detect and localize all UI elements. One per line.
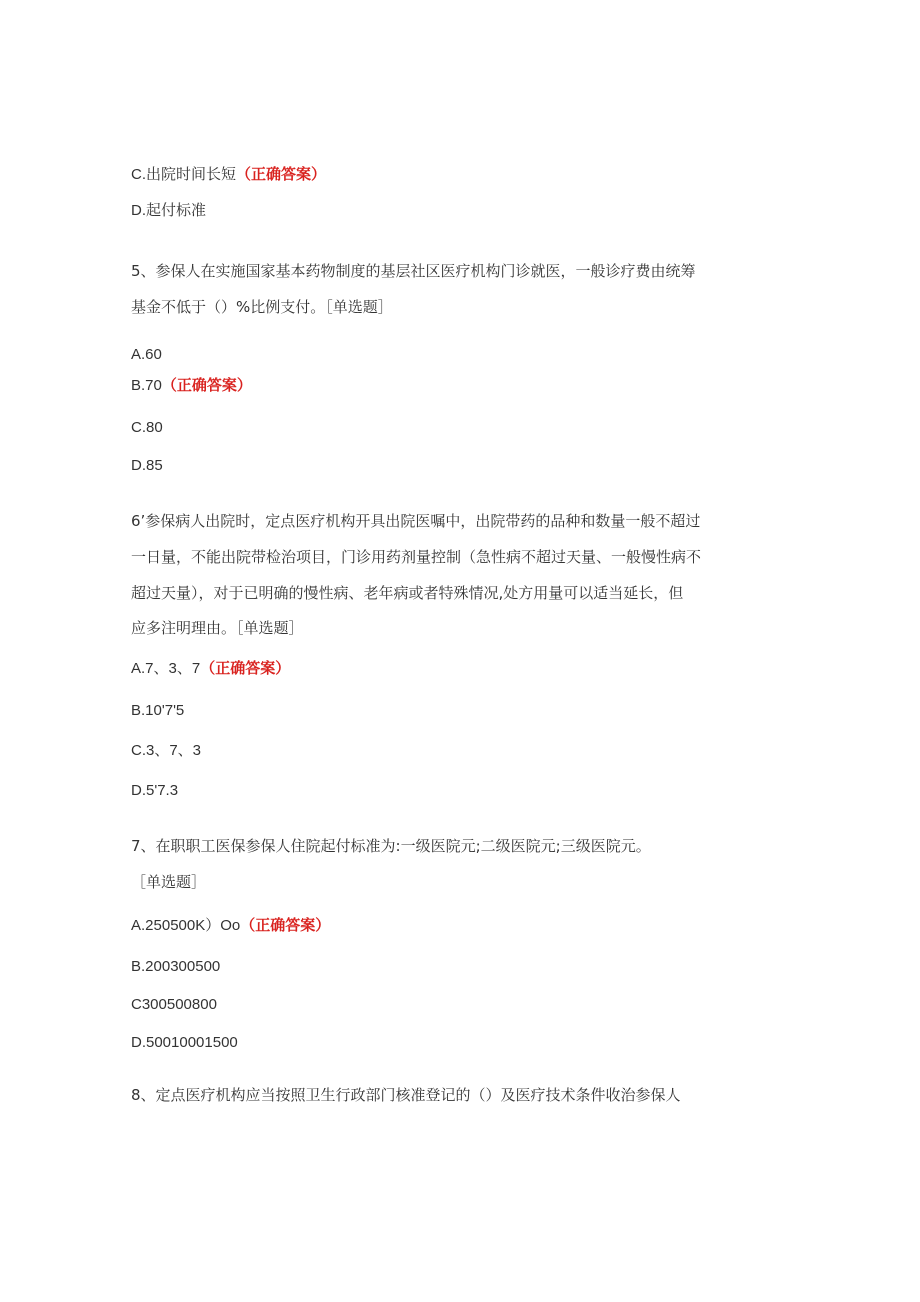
q6-option-a [131,659,290,679]
q5-option-d [131,456,163,476]
option-text: D.起付标准 [131,202,207,219]
q6-option-d [131,781,178,801]
correct-answer-mark: （正确答案） [161,377,252,394]
q5-option-b [131,376,252,396]
q5-question-line-2: 基金不低于（）%比例支付。［单选题］ [131,298,393,316]
q6-option-c [131,741,201,761]
q7-question-line-1: 7、在职职工医保参保人住院起付标准为:一级医院元;二级医院元;三级医院元。 [131,837,651,855]
q6-question-line-4: 应多注明理由。［单选题］ [131,619,304,637]
q7-option-d [131,1033,238,1053]
option-text: B.200300500 [131,958,221,975]
correct-answer-mark: （正确答案） [200,660,291,677]
option-text: D.85 [131,457,163,474]
q5-option-a [131,345,162,365]
q4-option-c [131,165,326,185]
q5-question-line-1: 5、参保人在实施国家基本药物制度的基层社区医疗机构门诊就医，一般诊疗费由统筹 [131,262,696,280]
q7-option-b [131,957,220,977]
q7-question-line-2: ［单选题］ [131,873,207,891]
option-text: A.60 [131,346,162,363]
option-text: C.出院时间长短 [131,166,237,183]
option-text: C.80 [131,419,163,436]
option-text: C.3、7、3 [131,742,202,759]
option-text: A.7、3、7 [131,660,201,677]
option-text: D.50010001500 [131,1034,238,1051]
q6-question-line-2: 一日量，不能出院带检治项目，门诊用药剂量控制（急性病不超过天量、一般慢性病不 [131,548,702,566]
q8-question-line-1: 8、定点医疗机构应当按照卫生行政部门核准登记的（）及医疗技术条件收治参保人 [131,1086,681,1104]
q7-option-a [131,916,330,936]
q7-option-c [131,995,217,1015]
option-text: D.5'7.3 [131,782,179,799]
q4-option-d [131,201,206,221]
q6-option-b [131,701,184,721]
option-text: A.250500K）Oo [131,917,241,934]
correct-answer-mark: （正确答案） [240,917,331,934]
correct-answer-mark: （正确答案） [236,166,327,183]
q6-question-line-1: 6’参保病人出院时，定点医疗机构开具出院医嘱中，出院带药的品种和数量一般不超过 [131,512,701,530]
option-text: C300500800 [131,996,217,1013]
q5-option-c [131,418,163,438]
option-text: B.70 [131,377,162,394]
option-text: B.10'7'5 [131,702,185,719]
q6-question-line-3: 超过天量），对于已明确的慢性病、老年病或者特殊情况,处方用量可以适当延长，但 [131,584,684,602]
